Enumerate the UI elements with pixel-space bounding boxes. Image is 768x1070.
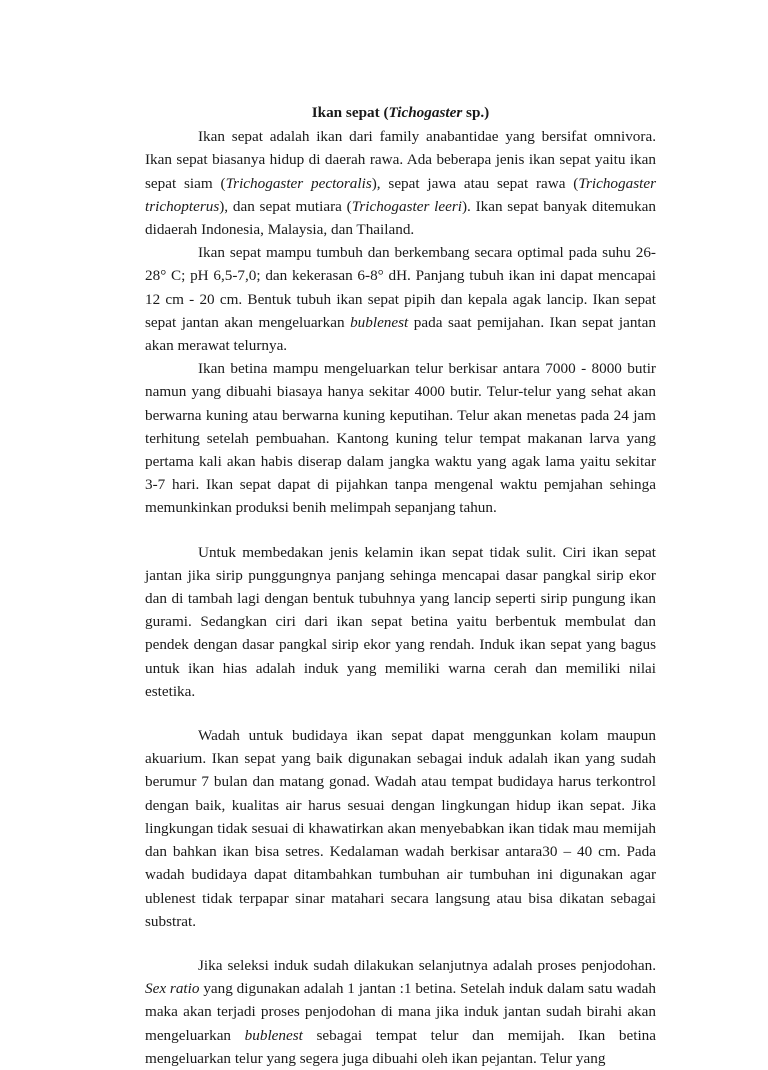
- p6-text-1: Jika seleksi induk sudah dilakukan selanjutnya adalah proses penjodohan.: [198, 956, 656, 974]
- title-species: Tichogaster: [388, 104, 463, 121]
- p2-italic-1: bublenest: [350, 313, 409, 331]
- paragraph-1: [145, 125, 656, 241]
- document-title: [145, 101, 656, 124]
- p1-italic-1: Trichogaster pectoralis: [225, 174, 372, 192]
- title-suffix: sp.): [462, 104, 490, 121]
- p1-italic-2: Trichogaster trichopterus: [145, 174, 656, 215]
- p1-text-2: ), sepat jawa atau sepat rawa (: [371, 174, 579, 192]
- p1-italic-3: Trichogaster leeri: [351, 197, 462, 215]
- paragraph-5: Wadah untuk budidaya ikan sepat dapat menggunkan kolam maupun akuarium. Ikan sepat yang baik digunakan sebagai induk adalah ikan yang sudah berumur 7 bulan dan matang gonad. Wadah atau tempat budidaya harus terkontrol dengan baik, kualitas air harus sesuai dengan lingkungan hidup ikan sepat. Jika lingkungan tidak sesuai di khawatirkan akan menyebabkan ikan tidak mau memijah dan bahkan ikan bisa setres. Kedalaman wadah berkisar antara30 – 40 cm. Pada wadah budidaya dapat ditambahkan tumbuhan air tumbuhan ini digunakan agar ublenest tidak terpapar sinar matahari secara langsung atau bisa dikatan sebagai substrat.: [145, 727, 656, 930]
- title-prefix: Ikan sepat (: [311, 104, 389, 121]
- paragraph-3: Ikan betina mampu mengeluarkan telur berkisar antara 7000 - 8000 butir namun yang dibuahi biasaya hanya sekitar 4000 butir. Telur-telur yang sehat akan berwarna kuning atau berwarna kuning keputihan. Telur akan menetas pada 24 jam terhitung setelah pembuahan. Kantong kuning telur tempat makanan larva yang pertama kali akan habis diserap dalam jangka waktu yang agak lama yaitu sekitar 3-7 hari. Ikan sepat dapat di pijahkan tanpa mengenal waktu pemjahan sehinga memunkinkan produksi benih melimpah sepanjang tahun.: [145, 360, 656, 517]
- p6-italic-2: bublenest: [244, 1026, 303, 1044]
- paragraph-4: Untuk membedakan jenis kelamin ikan sepat tidak sulit. Ciri ikan sepat jantan jika sirip punggungnya panjang sehinga mencapai dasar pangkal sirip ekor dan di tambah lagi dengan bentuk tubuhnya yang lancip seperti sirip pungung ikan gurami. Sedangkan ciri dari ikan sepat betina yaitu berbentuk membulat dan pendek dengan dasar pangkal sirip ekor yang rendah. Induk ikan sepat yang bagus untuk ikan hias adalah induk yang memiliki warna cerah dan memiliki nilai estetika.: [145, 543, 656, 700]
- paragraph-6: [145, 954, 656, 1070]
- p1-text-3: ), dan sepat mutiara (: [219, 197, 352, 215]
- paragraph-2: [145, 241, 656, 357]
- p2-text-1: Ikan sepat mampu tumbuh dan berkembang secara optimal pada suhu 26-28° C; pH 6,5-7,0; dan kekerasan 6-8° dH. Panjang tubuh ikan ini dapat mencapai 12 cm - 20 cm. Bentuk tubuh ikan sepat pipih dan kepala agak lancip. Ikan sepat sepat jantan akan mengeluarkan: [145, 244, 656, 331]
- p6-text-3: sebagai tempat telur dan memijah. Ikan betina mengeluarkan telur yang segera juga dibuahi oleh ikan pejantan. Telur yang: [145, 1026, 656, 1067]
- p2-text-2: pada saat pemijahan. Ikan sepat jantan akan merawat telurnya.: [145, 313, 656, 355]
- p6-text-2: yang digunakan adalah 1 jantan :1 betina. Setelah induk dalam satu wadah maka akan terjadi proses penjodohan di mana jika induk jantan sudah birahi akan mengeluarkan: [145, 980, 656, 1044]
- p6-italic-1: Sex ratio: [145, 980, 200, 998]
- p1-text-4: ). Ikan sepat banyak ditemukan didaerah Indonesia, Malaysia, dan Thailand.: [145, 197, 657, 239]
- p1-text-1: Ikan sepat adalah ikan dari family anabantidae yang bersifat omnivora. Ikan sepat biasanya hidup di daerah rawa. Ada beberapa jenis ikan sepat yaitu ikan sepat siam (: [145, 128, 656, 192]
